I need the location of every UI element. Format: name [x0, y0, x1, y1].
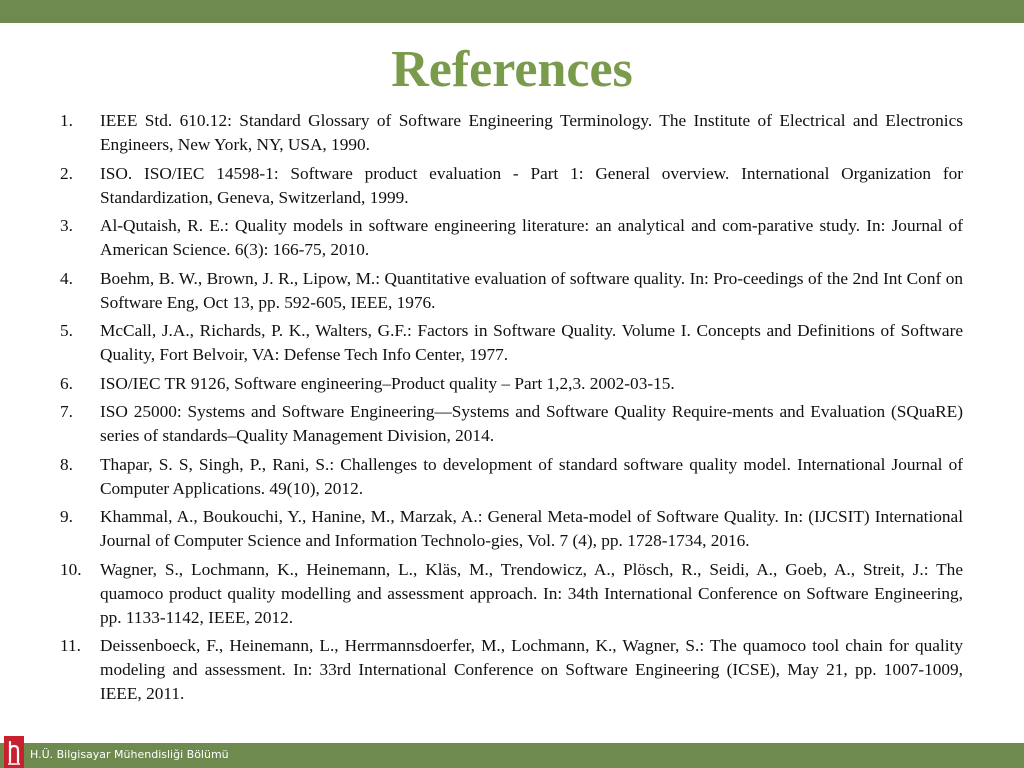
reference-number: 11.	[60, 636, 81, 655]
footer-text: H.Ü. Bilgisayar Mühendisliği Bölümü	[30, 748, 229, 761]
reference-text: Khammal, A., Boukouchi, Y., Hanine, M., Marzak, A.: General Meta-model of Software Quality. In: (IJCSIT) International Journal of Computer Science and Information Technolo-gies, Vol. 7 (4), pp. 1728-1734, 2016.	[100, 507, 963, 550]
reference-number: 4.	[60, 268, 73, 288]
reference-item	[60, 634, 963, 706]
reference-number: 5.	[60, 321, 73, 340]
page-title: References	[391, 41, 633, 98]
reference-text: ISO/IEC TR 9126, Software engineering–Product quality – Part 1,2,3. 2002-03-15.	[100, 373, 675, 393]
reference-item	[60, 319, 963, 367]
reference-item	[60, 400, 963, 448]
reference-item	[60, 214, 963, 262]
reference-item	[60, 109, 963, 157]
reference-text: Wagner, S., Lochmann, K., Heinemann, L., Kläs, M., Trendowicz, A., Plösch, R., Seidi, A., Goeb, A., Streit, J.: The quamoco product quality modelling and assessment approach. In: 34th International Conference on Software Engineering, pp. 1133-1142, IEEE, 2012.	[100, 559, 963, 627]
reference-text: Al-Qutaish, R. E.: Quality models in software engineering literature: an analytical and com-parative study. In: Journal of American Science. 6(3): 166-75, 2010.	[100, 216, 963, 259]
reference-number: 8.	[60, 454, 73, 474]
reference-item	[60, 558, 963, 630]
reference-number: 1.	[60, 111, 73, 130]
reference-item	[60, 505, 963, 553]
reference-item	[60, 162, 963, 210]
reference-item	[60, 453, 963, 501]
reference-text: Thapar, S. S, Singh, P., Rani, S.: Challenges to development of standard software quality model. International Journal of Computer Applications. 49(10), 2012.	[100, 454, 963, 498]
reference-text: ISO 25000: Systems and Software Engineering—Systems and Software Quality Require-ments and Evaluation (SQuaRE) series of standards–Quality Management Division, 2014.	[100, 402, 963, 445]
top-bar	[0, 0, 1024, 23]
university-logo-icon	[4, 736, 24, 768]
reference-number: 3.	[60, 216, 73, 235]
reference-item	[60, 267, 963, 315]
reference-number: 6.	[60, 373, 73, 393]
reference-text: Boehm, B. W., Brown, J. R., Lipow, M.: Quantitative evaluation of software quality. In: Pro-ceedings of the 2nd Int Conf on Software Eng, Oct 13, pp. 592-605, IEEE, 1976.	[100, 268, 963, 312]
reference-text: IEEE Std. 610.12: Standard Glossary of Software Engineering Terminology. The Institute of Electrical and Electronics Engineers, New York, NY, USA, 1990.	[100, 111, 963, 154]
reference-number: 10.	[60, 559, 82, 579]
reference-number: 9.	[60, 507, 73, 526]
reference-text: McCall, J.A., Richards, P. K., Walters, G.F.: Factors in Software Quality. Volume I. Concepts and Definitions of Software Quality, Fort Belvoir, VA: Defense Tech Info Center, 1977.	[100, 321, 963, 364]
reference-text: Deissenboeck, F., Heinemann, L., Herrmannsdoerfer, M., Lochmann, K., Wagner, S.: The quamoco tool chain for quality modeling and assessment. In: 33rd International Conference on Software Engineering (ICSE), May 21, pp. 1007-1009, IEEE, 2011.	[100, 636, 963, 703]
reference-list	[60, 109, 963, 711]
reference-number: 2.	[60, 163, 73, 183]
reference-text: ISO. ISO/IEC 14598-1: Software product evaluation - Part 1: General overview. International Organization for Standardization, Geneva, Switzerland, 1999.	[100, 163, 963, 207]
reference-number: 7.	[60, 402, 73, 421]
reference-item	[60, 372, 963, 396]
